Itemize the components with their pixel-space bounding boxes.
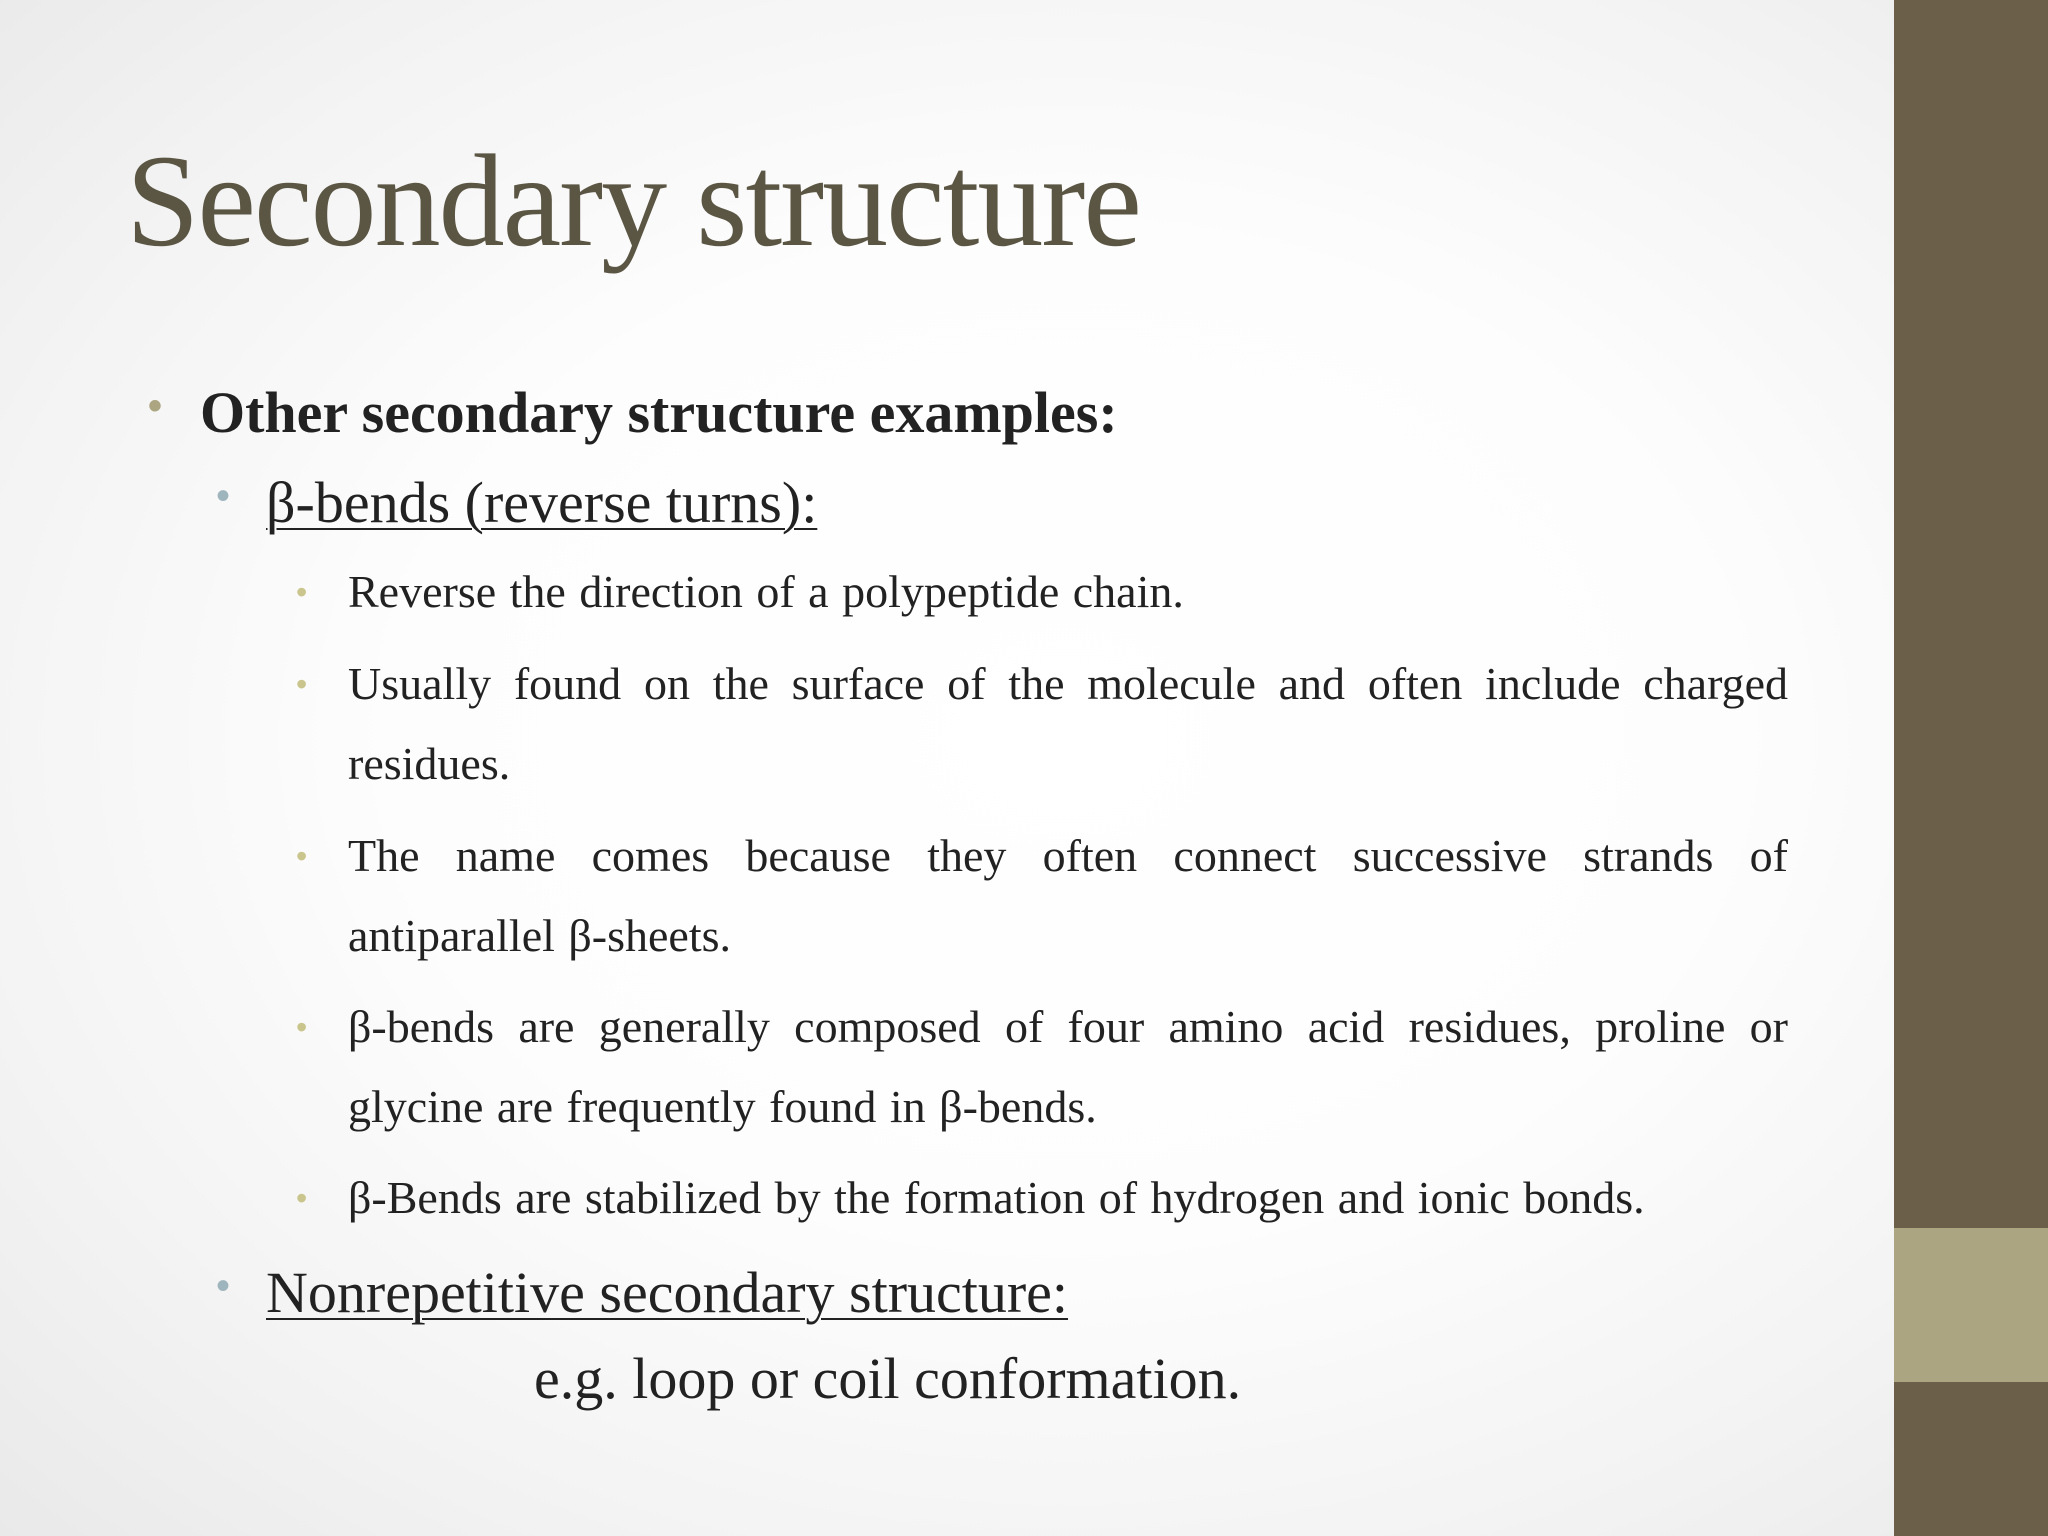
bullet-marker: • (216, 1264, 231, 1308)
section-beta-bends (216, 468, 818, 538)
section-nonrepetitive (216, 1258, 1069, 1328)
list-item-text: β-Bends are stabilized by the formation of hydrogen and ionic bonds. (348, 1172, 1645, 1223)
section-beta-bends-label: β-bends (reverse turns): (266, 470, 818, 535)
list-item (296, 987, 1788, 1147)
heading-text: Other secondary structure examples: (200, 380, 1118, 445)
heading-bullet (148, 378, 1118, 448)
section-nonrepetitive-label: Nonrepetitive secondary structure: (266, 1260, 1069, 1325)
bullet-marker: • (296, 666, 308, 702)
decorative-side-bar (1894, 0, 2048, 1536)
decorative-side-accent (1894, 1228, 2048, 1382)
bullet-marker: • (148, 384, 163, 428)
example-text: e.g. loop or coil conformation. (534, 1346, 1242, 1411)
bullet-marker: • (296, 838, 308, 874)
bullet-marker: • (216, 474, 231, 518)
list-item-text: Reverse the direction of a polypeptide chain. (348, 566, 1184, 617)
list-item (296, 552, 1788, 632)
slide-title: Secondary structure (126, 127, 1140, 274)
list-item-text: Usually found on the surface of the molecule and often include charged residues. (348, 658, 1788, 789)
list-item-text: The name comes because they often connect successive strands of antiparallel β-sheets. (348, 830, 1788, 961)
bullet-marker: • (296, 1009, 308, 1045)
list-item-text: β-bends are generally composed of four amino acid residues, proline or glycine are frequently found in β-bends. (348, 1001, 1788, 1132)
bullet-marker: • (296, 574, 308, 610)
bullet-marker: • (296, 1180, 308, 1216)
list-item (296, 1158, 1788, 1238)
list-item (296, 644, 1788, 804)
list-item (296, 816, 1788, 976)
